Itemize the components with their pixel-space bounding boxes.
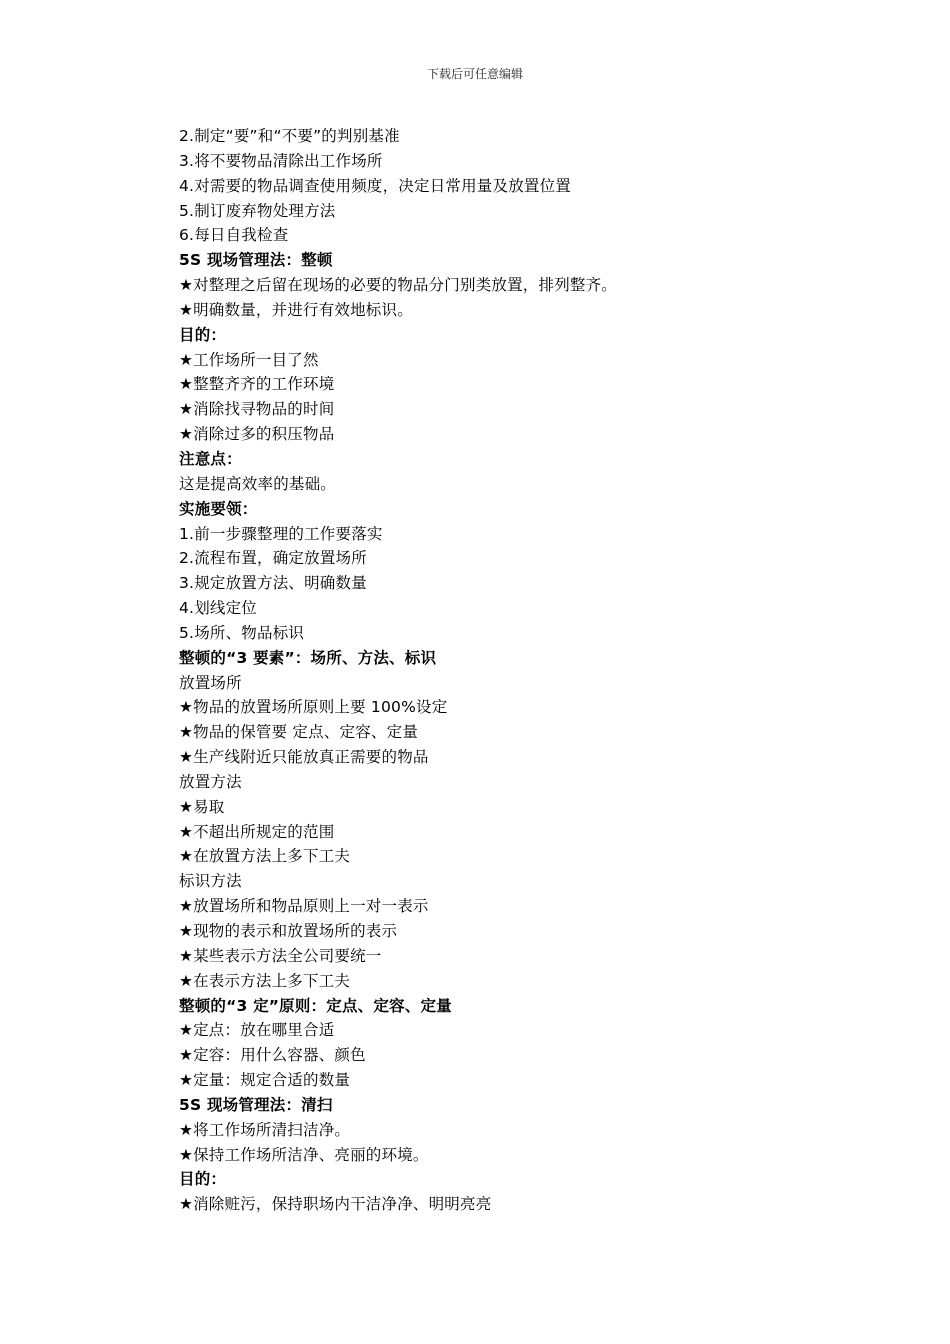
text-line: ★对整理之后留在现场的必要的物品分门别类放置，排列整齐。 (179, 276, 617, 295)
section-heading: 5S 现场管理法：清扫 (179, 1095, 333, 1114)
text-line: ★工作场所一目了然 (179, 350, 319, 369)
text-line: 3.规定放置方法、明确数量 (179, 574, 367, 593)
text-line: ★放置场所和物品原则上一对一表示 (179, 897, 429, 916)
text-line: 2.流程布置，确定放置场所 (179, 549, 367, 568)
text-line: 3.将不要物品清除出工作场所 (179, 151, 383, 170)
text-line: 放置方法 (179, 772, 242, 791)
section-heading: 目的： (179, 1170, 227, 1189)
text-line: ★消除赃污，保持职场内干洁净净、明明亮亮 (179, 1195, 492, 1214)
section-heading: 目的： (179, 325, 227, 344)
text-line: ★保持工作场所洁净、亮丽的环境。 (179, 1145, 429, 1164)
page-header-note: 下载后可任意编辑 (426, 67, 523, 81)
text-line: 放置场所 (179, 673, 242, 692)
section-heading: 整顿的“3 定”原则：定点、定容、定量 (179, 996, 452, 1015)
text-line: 1.前一步骤整理的工作要落实 (179, 524, 383, 543)
section-heading: 注意点： (179, 449, 242, 468)
text-line: ★消除过多的积压物品 (179, 425, 335, 444)
text-line: 4.划线定位 (179, 599, 257, 618)
text-line: ★物品的放置场所原则上要 100%设定 (179, 698, 448, 717)
section-heading: 5S 现场管理法：整顿 (179, 251, 333, 270)
text-line: ★在放置方法上多下工夫 (179, 847, 351, 866)
text-line: ★定点：放在哪里合适 (179, 1021, 335, 1040)
text-line: ★将工作场所清扫洁净。 (179, 1120, 351, 1139)
text-line: 5.场所、物品标识 (179, 623, 305, 642)
text-line: ★消除找寻物品的时间 (179, 400, 335, 419)
text-line: ★易取 (179, 797, 225, 816)
text-line: 4.对需要的物品调查使用频度，决定日常用量及放置位置 (179, 176, 571, 195)
text-line: ★某些表示方法全公司要统一 (179, 946, 382, 965)
section-heading: 实施要领： (179, 499, 258, 518)
text-line: ★整整齐齐的工作环境 (179, 375, 335, 394)
text-line: 2.制定“要”和“不要”的判别基准 (179, 127, 400, 145)
text-line: ★不超出所规定的范围 (179, 822, 335, 841)
text-line: ★物品的保管要 定点、定容、定量 (179, 723, 419, 742)
text-line: ★生产线附近只能放真正需要的物品 (179, 748, 429, 767)
text-line: 6.每日自我检查 (179, 226, 289, 245)
text-line: ★定量：规定合适的数量 (179, 1071, 351, 1090)
text-line: 这是提高效率的基础。 (179, 474, 337, 493)
text-line: ★定容：用什么容器、颜色 (179, 1046, 366, 1065)
text-line: ★在表示方法上多下工夫 (179, 971, 351, 990)
text-line: 标识方法 (179, 872, 242, 891)
text-line: ★现物的表示和放置场所的表示 (179, 922, 398, 940)
document-body (179, 124, 799, 1217)
text-line: 5.制订废弃物处理方法 (179, 201, 336, 220)
section-heading: 整顿的“3 要素”：场所、方法、标识 (179, 648, 437, 667)
text-line: ★明确数量，并进行有效地标识。 (179, 300, 413, 319)
